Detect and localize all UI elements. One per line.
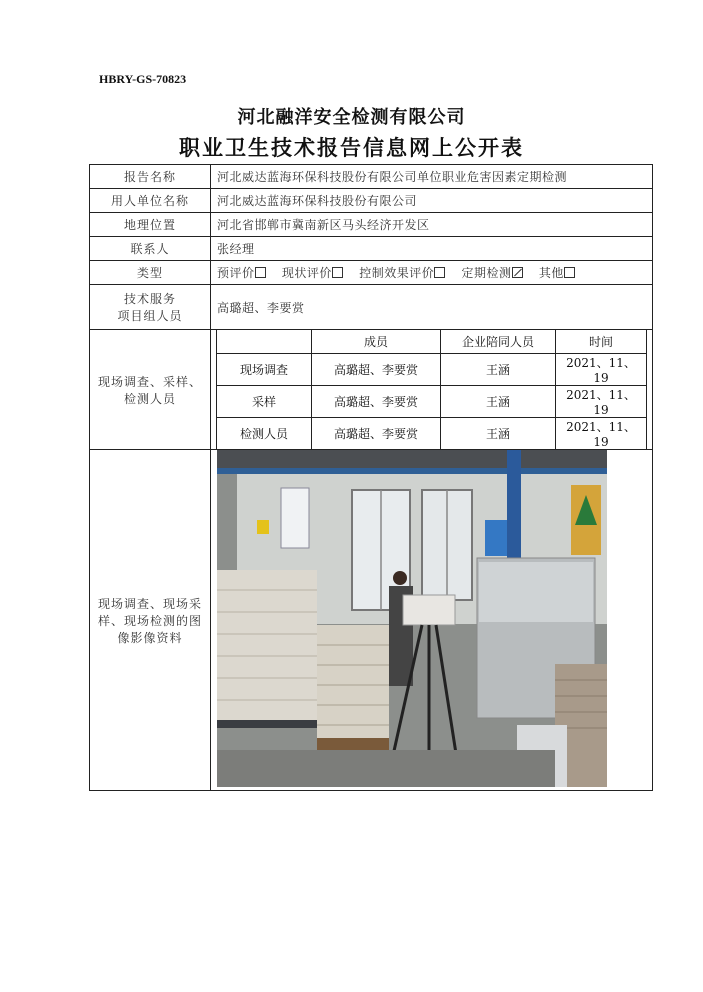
row-type bbox=[90, 261, 653, 285]
header-date: 时间 bbox=[556, 330, 647, 354]
type-option-status-eval-checkbox[interactable] bbox=[332, 267, 343, 278]
row-field-staff bbox=[90, 330, 653, 450]
page-title: 职业卫生技术报告信息网上公开表 bbox=[179, 135, 524, 160]
tech-team-label bbox=[90, 285, 211, 330]
images-label-line1: 现场调查、现场采 bbox=[97, 596, 202, 611]
company-name: 河北融洋安全检测有限公司 bbox=[237, 107, 466, 128]
row-employer bbox=[90, 189, 653, 213]
role-cell: 现场调查 bbox=[217, 354, 312, 386]
report-name-value: 河北威达蓝海环保科技股份有限公司单位职业危害因素定期检测 bbox=[211, 165, 653, 189]
table-row bbox=[217, 418, 647, 450]
type-label: 类型 bbox=[90, 261, 211, 285]
location-value: 河北省邯郸市冀南新区马头经济开发区 bbox=[211, 213, 653, 237]
type-option-control-eval-checkbox[interactable] bbox=[434, 267, 445, 278]
type-options bbox=[211, 261, 653, 285]
table-row bbox=[217, 354, 647, 386]
employer-value: 河北威达蓝海环保科技股份有限公司 bbox=[211, 189, 653, 213]
report-name-label: 报告名称 bbox=[90, 165, 211, 189]
date-cell: 2021、11、19 bbox=[556, 386, 647, 418]
date-cell: 2021、11、19 bbox=[556, 418, 647, 450]
images-label bbox=[90, 450, 211, 791]
companion-cell: 王涵 bbox=[441, 354, 556, 386]
type-option-other-label: 其他 bbox=[538, 266, 564, 280]
role-cell: 采样 bbox=[217, 386, 312, 418]
info-table bbox=[89, 164, 653, 791]
field-staff-table bbox=[216, 329, 647, 450]
type-option-periodic-checkbox[interactable] bbox=[512, 267, 523, 278]
field-staff-table-cell bbox=[211, 330, 653, 450]
header-companion: 企业陪同人员 bbox=[441, 330, 556, 354]
contact-label: 联系人 bbox=[90, 237, 211, 261]
members-cell: 高璐超、李要赏 bbox=[312, 418, 441, 450]
members-cell: 高璐超、李要赏 bbox=[312, 354, 441, 386]
site-photo bbox=[217, 450, 607, 787]
field-staff-header-row bbox=[217, 330, 647, 354]
role-cell: 检测人员 bbox=[217, 418, 312, 450]
tech-team-label-line2: 项目组人员 bbox=[117, 309, 183, 323]
companion-cell: 王涵 bbox=[441, 386, 556, 418]
type-option-periodic-label: 定期检测 bbox=[461, 266, 512, 280]
contact-value: 张经理 bbox=[211, 237, 653, 261]
members-cell: 高璐超、李要赏 bbox=[312, 386, 441, 418]
row-images bbox=[90, 450, 653, 791]
field-staff-label bbox=[90, 330, 211, 450]
date-cell: 2021、11、19 bbox=[556, 354, 647, 386]
photo-cell bbox=[211, 450, 653, 791]
table-row bbox=[217, 386, 647, 418]
tech-team-label-line1: 技术服务 bbox=[123, 292, 176, 306]
header-empty bbox=[217, 330, 312, 354]
type-option-control-eval-label: 控制效果评价 bbox=[359, 266, 435, 280]
row-tech-team bbox=[90, 285, 653, 330]
employer-label: 用人单位名称 bbox=[90, 189, 211, 213]
row-contact bbox=[90, 237, 653, 261]
row-location bbox=[90, 213, 653, 237]
type-option-status-eval-label: 现状评价 bbox=[281, 266, 332, 280]
type-option-pre-eval-label: 预评价 bbox=[217, 266, 255, 280]
field-staff-label-line2: 检测人员 bbox=[123, 391, 176, 406]
document-id: HBRY-GS-70823 bbox=[99, 72, 187, 86]
type-option-pre-eval-checkbox[interactable] bbox=[255, 267, 266, 278]
tech-team-value: 高璐超、李要赏 bbox=[211, 285, 653, 330]
type-option-other-checkbox[interactable] bbox=[564, 267, 575, 278]
field-staff-label-line1: 现场调查、采样、 bbox=[97, 374, 202, 389]
row-report-name bbox=[90, 165, 653, 189]
companion-cell: 王涵 bbox=[441, 418, 556, 450]
location-label: 地理位置 bbox=[90, 213, 211, 237]
header-members: 成员 bbox=[312, 330, 441, 354]
images-label-line2: 样、现场检测的图 bbox=[97, 613, 202, 628]
images-label-line3: 像影像资料 bbox=[117, 630, 183, 645]
